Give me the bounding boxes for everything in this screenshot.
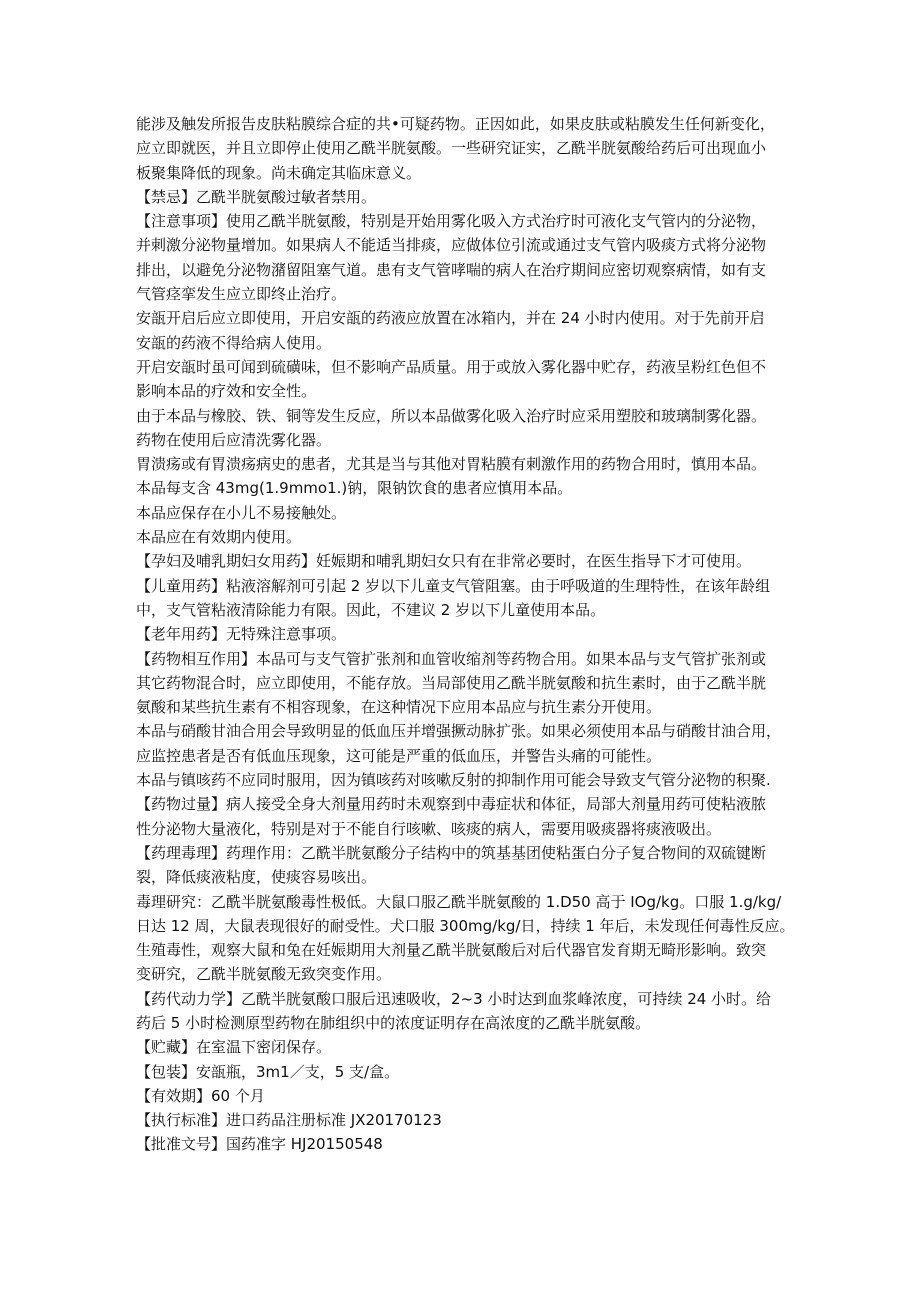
text-line: 能涉及触发所报告皮肤粘膜综合症的共•可疑药物。正因如此，如果皮肤或粘膜发生任何新变化， bbox=[136, 115, 775, 133]
text-line: 开启安瓿时虽可闻到硫磺味，但不影响产品质量。用于或放入雾化器中贮存，药液呈粉红色但不 bbox=[136, 357, 767, 376]
text-line: 日达 12 周，大鼠表现很好的耐受性。犬口服 300mg/kg/日，持续 1 年后，未发现任何毒性反应。 bbox=[136, 916, 795, 935]
text-line: 本品与镇咳药不应同时服用，因为镇咳药对咳嗽反射的抑制作用可能会导致支气管分泌物的积聚. bbox=[136, 771, 771, 790]
text-line: 其它药物混合时，应立即使用，不能存放。当局部使用乙酰半胱氨酸和抗生素时，由于乙酰半胱 bbox=[136, 673, 767, 692]
text-line: 【药代动力学】乙酰半胱氨酸口服后迅速吸收，2~3 小时达到血浆峰浓度，可持续 24 小时。给 bbox=[136, 989, 772, 1008]
text-line: 【孕妇及哺乳期妇女用药】妊娠期和哺乳期妇女只有在非常必要时，在医生指导下才可使用。 bbox=[136, 552, 752, 571]
text-line: 板聚集降低的现象。尚未确定其临床意义。 bbox=[136, 163, 422, 182]
text-line: 【药理毒理】药理作用：乙酰半胱氨酸分子结构中的筑基基团使粘蛋白分子复合物间的双硫键断 bbox=[136, 843, 767, 862]
text-line: 由于本品与橡胶、铁、铜等发生反应，所以本品做雾化吸入治疗时应采用塑胶和玻璃制雾化器。 bbox=[136, 406, 767, 425]
text-line: 应监控患者是否有低血压现象，这可能是严重的低血压，并警告头痛的可能性。 bbox=[136, 746, 662, 765]
text-line: 性分泌物大量液化，特别是对于不能自行咳嗽、咳痰的病人，需要用吸痰器将痰液吸出。 bbox=[136, 819, 722, 838]
text-line: 排出，以避免分泌物潴留阻塞气道。患有支气管哮喘的病人在治疗期间应密切观察病情，如有支 bbox=[136, 260, 767, 279]
text-line: 本品应在有效期内使用。 bbox=[136, 528, 302, 547]
text-line: 裂，降低痰液粘度，使痰容易咳出。 bbox=[136, 868, 377, 887]
text-line: 【批准文号】国药准字 HJ20150548 bbox=[136, 1135, 383, 1154]
text-line: 本品应保存在小儿不易接触处。 bbox=[136, 503, 347, 522]
text-line: 【药物过量】病人接受全身大剂量用药时未观察到中毒症状和体征，局部大剂量用药可使粘液脓 bbox=[136, 795, 767, 814]
text-line: 变研究，乙酰半胱氨酸无致突变作用。 bbox=[136, 965, 392, 984]
text-line: 【儿童用药】粘液溶解剂可引起 2 岁以下儿童支气管阻塞。由于呼吸道的生理特性，在该年龄组 bbox=[136, 576, 771, 595]
text-line: 影响本品的疗效和安全性。 bbox=[136, 382, 317, 401]
text-line: 生殖毒性，观察大鼠和兔在妊娠期用大剂量乙酰半胱氨酸后对后代器官发育期无畸形影响。致突 bbox=[136, 941, 767, 960]
text-line: 【有效期】60 个月 bbox=[136, 1086, 265, 1105]
text-line: 【贮藏】在室温下密闭保存。 bbox=[136, 1038, 332, 1057]
text-line: 【注意事项】使用乙酰半胱氨酸，特别是开始用雾化吸入方式治疗时可液化支气管内的分泌物， bbox=[136, 212, 767, 231]
text-line: 安瓿开启后应立即使用，开启安瓿的药液应放置在冰箱内，并在 24 小时内使用。对于先前开启 bbox=[136, 309, 765, 328]
text-line: 药物在使用后应清洗雾化器。 bbox=[136, 430, 332, 449]
text-line: 气管痉挛发生应立即终止治疗。 bbox=[136, 285, 347, 304]
text-line: 胃溃疡或有胃溃疡病史的患者，尤其是当与其他对胃粘膜有刺激作用的药物合用时，慎用本品。 bbox=[136, 455, 767, 474]
text-line: 并刺激分泌物量增加。如果病人不能适当排痰，应做体位引流或通过支气管内吸痰方式将分泌物 bbox=[136, 236, 767, 255]
text-line: 【药物相互作用】本品可与支气管扩张剂和血管收缩剂等药物合用。如果本品与支气管扩张剂或 bbox=[136, 649, 767, 668]
document-body bbox=[136, 112, 796, 1157]
text-line: 【老年用药】无特殊注意事项。 bbox=[136, 625, 347, 644]
text-line: 应立即就医，并且立即停止使用乙酰半胱氨酸。一些研究证实，乙酰半胱氨酸给药后可出现血小 bbox=[136, 139, 767, 158]
text-line: 【包装】安瓿瓶，3m1／支，5 支/盒。 bbox=[136, 1062, 400, 1081]
text-line: 中，支气管粘液清除能力有限。因此，不建议 2 岁以下儿童使用本品。 bbox=[136, 600, 606, 619]
text-line: 本品每支含 43mg(1.9mmo1.)钠，限钠饮食的患者应慎用本品。 bbox=[136, 479, 573, 498]
text-line: 安瓿的药液不得给病人使用。 bbox=[136, 333, 332, 352]
text-line: 本品与硝酸甘油合用会导致明显的低血压并增强撅动脉扩张。如果必须使用本品与硝酸甘油合用， bbox=[136, 722, 782, 741]
text-line: 毒理研究：乙酰半胱氨酸毒性极低。大鼠口服乙酰半胱氨酸的 1.D50 高于 IOg/kg。口服 1.g/kg/ bbox=[136, 892, 782, 911]
text-line: 【执行标准】进口药品注册标准 JX20170123 bbox=[136, 1111, 442, 1130]
text-line: 氨酸和某些抗生素有不相容现象，在这种情况下应用本品应与抗生素分开使用。 bbox=[136, 698, 662, 717]
text-line: 药后 5 小时检测原型药物在肺组织中的浓度证明存在高浓度的乙酰半胱氨酸。 bbox=[136, 1013, 651, 1032]
text-line: 【禁忌】乙酰半胱氨酸过敏者禁用。 bbox=[136, 187, 377, 206]
